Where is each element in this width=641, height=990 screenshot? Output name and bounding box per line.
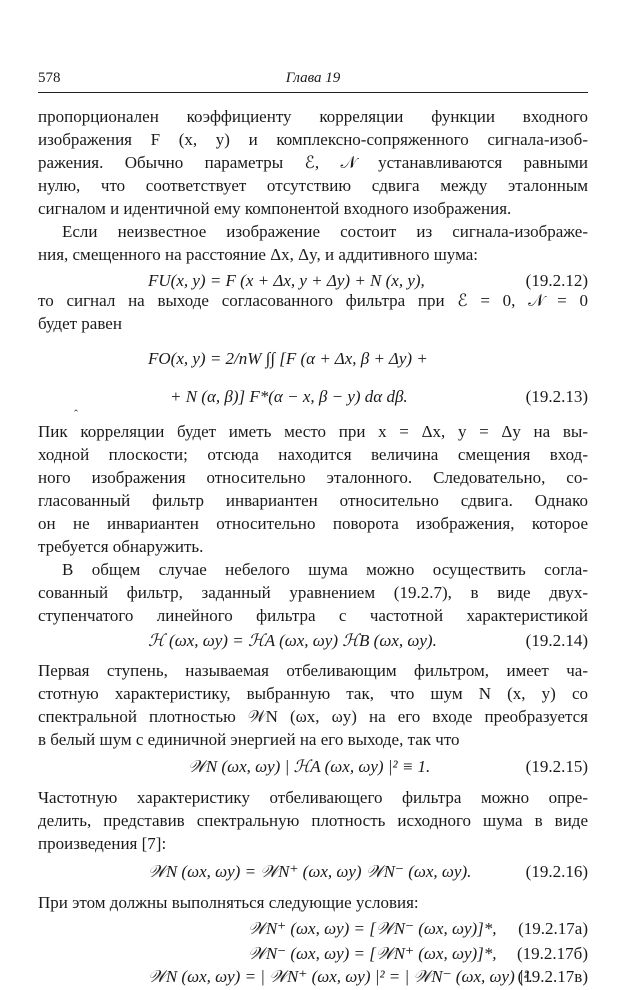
text-line: сигналом и идентичной ему компонентой входного изображения. (38, 199, 512, 218)
print-speck: ˆ (74, 407, 78, 421)
text-line: Пик корреляции будет иметь место при x = Δx, y = Δy на вы- (38, 422, 588, 441)
equation: + N (α, β)] F*(α − x, β − y) dα dβ. (170, 387, 408, 406)
equation-number: (19.2.17б) (517, 944, 588, 963)
equation: FO(x, y) = 2/nW ∫∫ [F (α + Δx, β + Δy) + (148, 349, 428, 368)
text-line: делить, представив спектральную плотность исходного шума в виде (38, 811, 588, 830)
chapter-title: Глава 19 (285, 70, 341, 86)
equation-number: (19.2.17в) (517, 967, 588, 986)
text-line: изображения F (x, y) и комплексно-сопряженного сигнала-изоб- (38, 130, 588, 149)
text-line: пропорционален коэффициенту корреляции функции входного (38, 107, 588, 126)
text-line: он не инвариантен относительно поворота изображения, которое (38, 514, 588, 533)
text-line: Если неизвестное изображение состоит из сигнала-изображе- (62, 222, 588, 241)
running-header (38, 66, 588, 93)
text-line: в белый шум с единичной энергией на его выходе, так что (38, 730, 460, 749)
text-line: ходной плоскости; отсюда находится величина смещения вход- (38, 445, 588, 464)
text-line: ражения. Обычно параметры ℰ, 𝒩 устанавливаются равными (38, 153, 588, 172)
equation: 𝒲N⁺ (ωx, ωy) = [𝒲N⁻ (ωx, ωy)]*, (248, 919, 497, 938)
equation-number: (19.2.14) (525, 631, 588, 650)
text-line: В общем случае небелого шума можно осуществить согла- (62, 560, 588, 579)
equation-number: (19.2.13) (525, 387, 588, 406)
text-line: гласованный фильтр инвариантен относительно сдвига. Однако (38, 491, 588, 510)
equation: ℋ (ωx, ωy) = ℋA (ωx, ωy) ℋB (ωx, ωy). (148, 631, 437, 650)
equation: 𝒲N (ωx, ωy) = | 𝒲N⁺ (ωx, ωy) |² = | 𝒲N⁻ (ωx, ωy) |². (148, 967, 533, 986)
text-line: нулю, что соответствует отсутствию сдвига между эталонным (38, 176, 588, 195)
text-line: сованный фильтр, заданный уравнением (19.2.7), в виде двух- (38, 583, 588, 602)
equation-number: (19.2.15) (525, 757, 588, 776)
text-line: стотную характеристику, выбранную так, что шум N (x, y) со (38, 684, 588, 703)
text-line: Первая ступень, называемая отбеливающим фильтром, имеет ча- (38, 661, 588, 680)
text-line: ступенчатого линейного фильтра с частотной характеристикой (38, 606, 588, 625)
equation: 𝒲N (ωx, ωy) | ℋA (ωx, ωy) |² ≡ 1. (188, 757, 431, 776)
equation: 𝒲N (ωx, ωy) = 𝒲N⁺ (ωx, ωy) 𝒲N⁻ (ωx, ωy). (148, 862, 472, 881)
text-line: требуется обнаружить. (38, 537, 204, 556)
text-line: При этом должны выполняться следующие условия: (38, 893, 419, 912)
text-line: то сигнал на выходе согласованного фильтра при ℰ = 0, 𝒩 = 0 (38, 291, 588, 310)
equation-number: (19.2.16) (525, 862, 588, 881)
text-line: будет равен (38, 314, 122, 333)
text-line: спектральной плотностью 𝒲N (ωx, ωy) на его входе преобразуется (38, 707, 588, 726)
equation-number: (19.2.17а) (518, 919, 588, 938)
equation-number: (19.2.12) (525, 271, 588, 290)
text-line: Частотную характеристику отбеливающего фильтра можно опре- (38, 788, 588, 807)
page-number: 578 (38, 70, 61, 86)
text-line: ния, смещенного на расстояние Δx, Δy, и аддитивного шума: (38, 245, 478, 264)
text-line: произведения [7]: (38, 834, 167, 853)
equation: 𝒲N⁻ (ωx, ωy) = [𝒲N⁺ (ωx, ωy)]*, (248, 944, 497, 963)
text-line: ного изображения относительно эталонного. Следовательно, со- (38, 468, 588, 487)
equation: FU(x, y) = F (x + Δx, y + Δy) + N (x, y), (148, 271, 425, 290)
